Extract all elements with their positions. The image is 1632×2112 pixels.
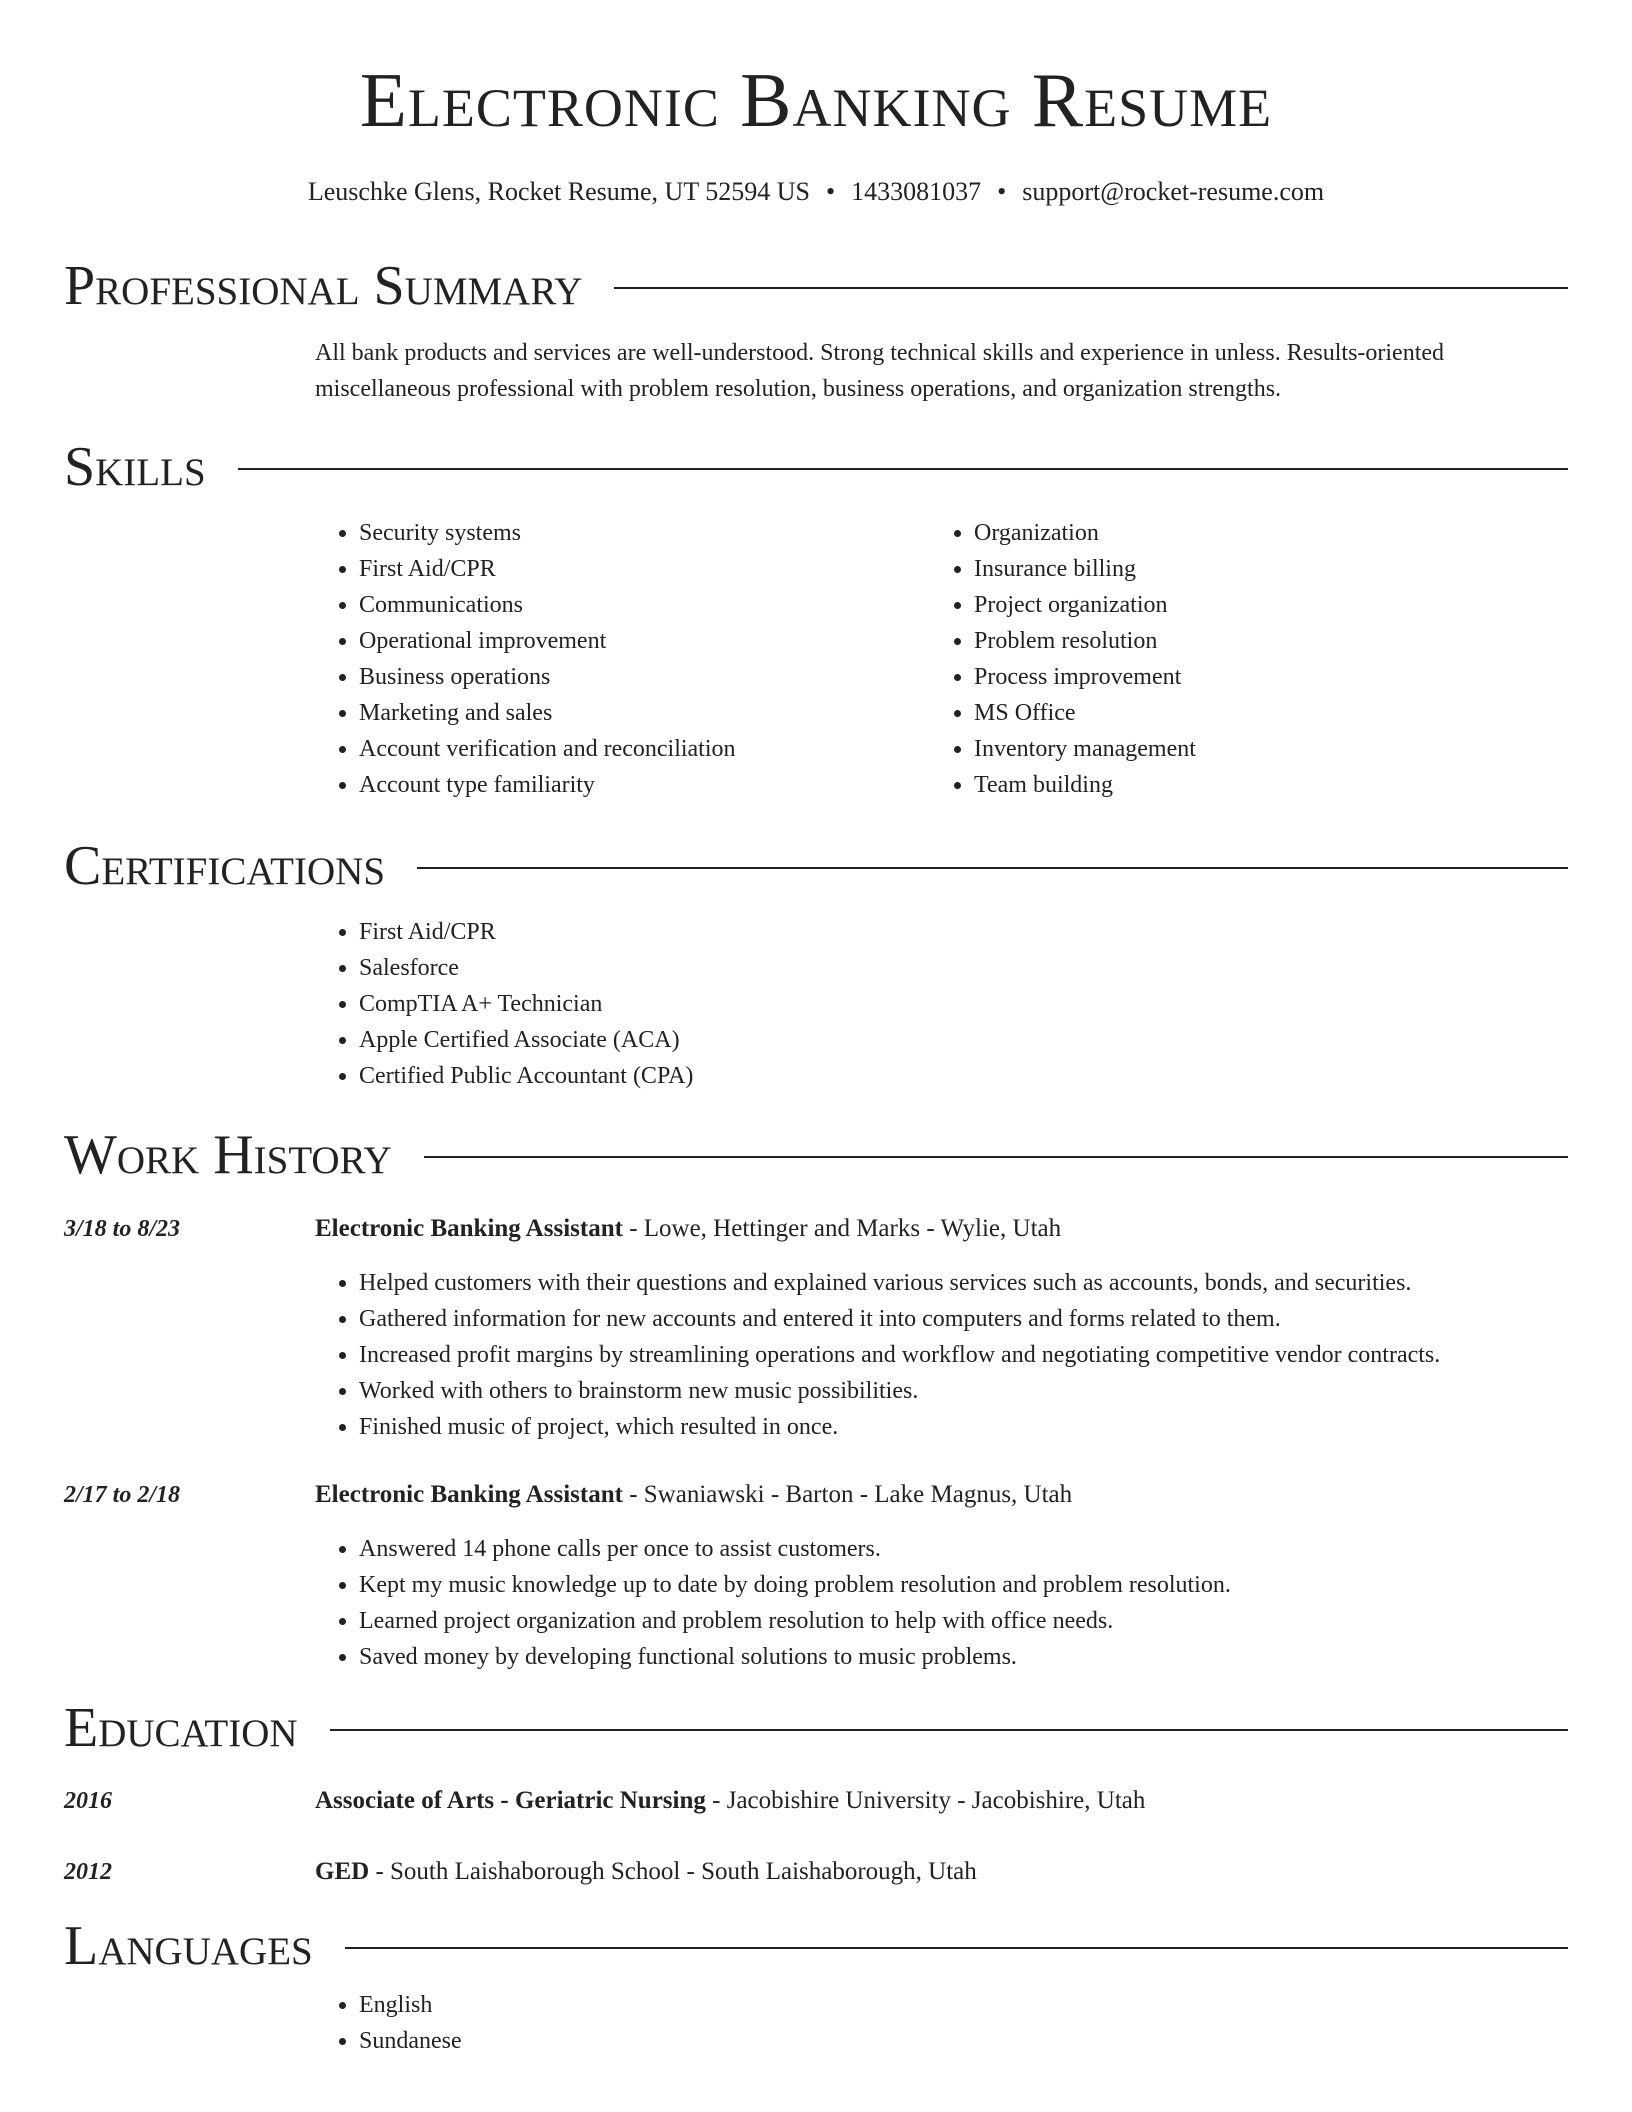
phone: 1433081037 bbox=[851, 177, 982, 206]
section-divider bbox=[238, 468, 1568, 470]
separator-dot: • bbox=[997, 177, 1007, 206]
job-bullets bbox=[315, 1265, 1440, 1445]
job-bullets bbox=[315, 1531, 1231, 1675]
section-title-certifications: Certifications bbox=[64, 835, 386, 897]
job-dates: 3/18 to 8/23 bbox=[64, 1216, 181, 1242]
job-bullet: • Increased profit margins by streamlining operations and workflow and negotiating competitive vendor contracts. bbox=[359, 1337, 1440, 1373]
section-title-skills: Skills bbox=[64, 436, 206, 498]
skill-item: • Insurance billing bbox=[974, 551, 1196, 587]
skill-item: • Business operations bbox=[359, 659, 736, 695]
education-school: - South Laishaborough School - South Laishaborough, Utah bbox=[369, 1858, 977, 1885]
job-bullet: • Finished music of project, which resulted in once. bbox=[359, 1409, 1440, 1445]
job-employer: - Lowe, Hettinger and Marks - Wylie, Utah bbox=[622, 1215, 1062, 1242]
languages-list bbox=[315, 1987, 462, 2059]
skill-item: • Organization bbox=[974, 515, 1196, 551]
section-header-skills bbox=[64, 432, 1568, 502]
section-title-summary: Professional Summary bbox=[64, 255, 583, 317]
job-heading bbox=[315, 1211, 1061, 1247]
job-dates: 2/17 to 2/18 bbox=[64, 1482, 181, 1508]
education-degree: GED bbox=[315, 1858, 370, 1885]
section-header-summary bbox=[64, 251, 1568, 321]
separator-dot: • bbox=[825, 177, 836, 206]
section-header-education bbox=[64, 1693, 1568, 1763]
skill-item: • Operational improvement bbox=[359, 623, 736, 659]
education-degree: Associate of Arts - Geriatric Nursing bbox=[315, 1787, 706, 1814]
certification-item: • CompTIA A+ Technician bbox=[359, 986, 693, 1022]
skill-item: • Account verification and reconciliation bbox=[359, 731, 736, 767]
education-year: 2012 bbox=[64, 1859, 112, 1885]
section-title-work-history: Work History bbox=[64, 1124, 392, 1186]
skill-item: • Security systems bbox=[359, 515, 736, 551]
job-employer: - Swaniawski - Barton - Lake Magnus, Utah bbox=[622, 1481, 1073, 1508]
language-item: • Sundanese bbox=[359, 2023, 462, 2059]
section-divider bbox=[417, 867, 1568, 869]
certification-item: • Certified Public Accountant (CPA) bbox=[359, 1058, 693, 1094]
section-title-languages: Languages bbox=[64, 1915, 313, 1977]
education-year: 2016 bbox=[64, 1788, 112, 1814]
resume-title: Electronic Banking Resume bbox=[359, 57, 1273, 143]
certification-item: • Apple Certified Associate (ACA) bbox=[359, 1022, 693, 1058]
job-bullet: • Kept my music knowledge up to date by doing problem resolution and problem resolution. bbox=[359, 1567, 1231, 1603]
job-bullet: • Saved money by developing functional solutions to music problems. bbox=[359, 1639, 1231, 1675]
job-bullet: • Answered 14 phone calls per once to assist customers. bbox=[359, 1531, 1231, 1567]
job-heading bbox=[315, 1477, 1072, 1513]
certification-item: • Salesforce bbox=[359, 950, 693, 986]
certifications-list bbox=[315, 914, 693, 1094]
certification-item: • First Aid/CPR bbox=[359, 914, 693, 950]
language-item: • English bbox=[359, 1987, 462, 2023]
job-bullet: • Learned project organization and problem resolution to help with office needs. bbox=[359, 1603, 1231, 1639]
section-divider bbox=[424, 1156, 1568, 1158]
education-entry bbox=[315, 1783, 1145, 1819]
section-divider bbox=[614, 287, 1568, 289]
skill-item: • First Aid/CPR bbox=[359, 551, 736, 587]
education-entry bbox=[315, 1854, 977, 1890]
skills-list-left bbox=[315, 515, 736, 803]
section-divider bbox=[345, 1947, 1568, 1949]
summary-text: All bank products and services are well-understood. Strong technical skills and experience in unless. Results-oriented miscellaneous professional with problem resolution, business operations, and organization strengths. bbox=[315, 340, 1445, 402]
section-title-education: Education bbox=[64, 1697, 298, 1759]
job-bullet: • Worked with others to brainstorm new music possibilities. bbox=[359, 1373, 1440, 1409]
skill-item: • Marketing and sales bbox=[359, 695, 736, 731]
education-school: - Jacobishire University - Jacobishire, Utah bbox=[705, 1787, 1146, 1814]
skill-item: • Problem resolution bbox=[974, 623, 1196, 659]
section-header-certifications bbox=[64, 831, 1568, 901]
skill-item: • Process improvement bbox=[974, 659, 1196, 695]
job-title: Electronic Banking Assistant bbox=[315, 1481, 623, 1508]
section-header-languages bbox=[64, 1911, 1568, 1981]
contact-line bbox=[0, 176, 1632, 207]
skill-item: • Inventory management bbox=[974, 731, 1196, 767]
job-bullet: • Gathered information for new accounts and entered it into computers and forms related to them. bbox=[359, 1301, 1440, 1337]
skill-item: • Team building bbox=[974, 767, 1196, 803]
skill-item: • Project organization bbox=[974, 587, 1196, 623]
section-divider bbox=[330, 1729, 1568, 1731]
skills-list-right bbox=[930, 515, 1196, 803]
section-header-work-history bbox=[64, 1120, 1568, 1190]
job-bullet: • Helped customers with their questions and explained various services such as accounts, bonds, and securities. bbox=[359, 1265, 1440, 1301]
address: Leuschke Glens, Rocket Resume, UT 52594 US bbox=[307, 177, 810, 206]
skill-item: • Communications bbox=[359, 587, 736, 623]
email: support@rocket-resume.com bbox=[1022, 177, 1325, 206]
skill-item: • Account type familiarity bbox=[359, 767, 736, 803]
skill-item: • MS Office bbox=[974, 695, 1196, 731]
job-title: Electronic Banking Assistant bbox=[315, 1215, 623, 1242]
